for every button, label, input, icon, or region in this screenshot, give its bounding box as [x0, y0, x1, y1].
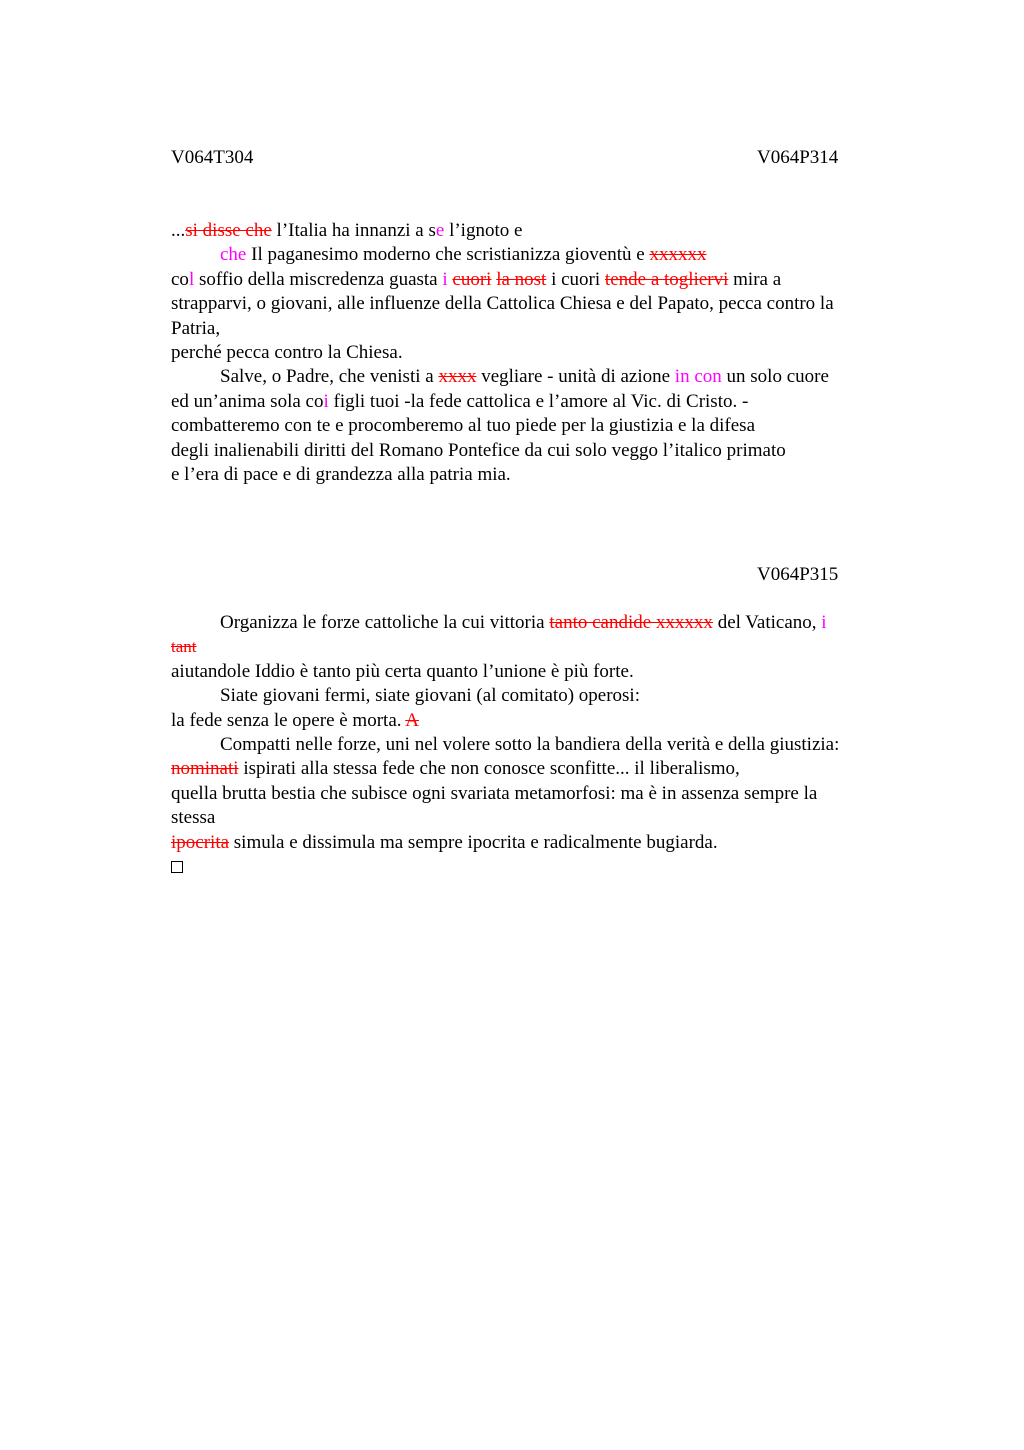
text-line — [171, 831, 901, 855]
text-run: l’Italia ha innanzi a s — [271, 220, 436, 241]
deleted-text: xxxxxx — [649, 244, 707, 266]
document-code-left: V064T304 — [171, 147, 254, 168]
text-run: simula e dissimula ma sempre ipocrita e radicalmente bugiarda. — [229, 831, 718, 853]
deleted-text: tanto candide xxxxxx — [549, 612, 713, 633]
text-block-page-315 — [171, 611, 901, 880]
text-run: vegliare - unità di azione — [476, 366, 675, 388]
text-run: mira a — [728, 268, 782, 290]
text-run: ispirati alla stessa fede che non conosce sconfitte... il liberalismo, — [238, 758, 740, 780]
text-run: Salve, o Padre, che venisti a — [220, 366, 439, 388]
inserted-text: i — [442, 268, 448, 290]
text-line — [171, 635, 901, 659]
deleted-text: tant — [171, 637, 197, 657]
text-line — [171, 611, 901, 635]
text-line — [171, 365, 901, 389]
page-code-top: V064P314 — [757, 147, 839, 168]
text-line — [171, 757, 901, 781]
text-line — [171, 243, 901, 267]
text-line — [171, 219, 901, 243]
text-run: i cuori — [546, 268, 605, 290]
text-run: ... — [171, 220, 186, 241]
deleted-text: la nost — [496, 268, 547, 290]
inserted-text: l — [188, 268, 195, 290]
text-line — [171, 268, 901, 292]
inserted-text: i — [323, 390, 329, 412]
text-run: co — [171, 268, 189, 290]
text-line: strapparvi, o giovani, alle influenze della Cattolica Chiesa e del Papato, pecca contro la — [171, 293, 834, 315]
text-line: Compatti nelle forze, uni nel volere sotto la bandiera della verità e della giustizia: — [220, 734, 840, 756]
page-code-bottom: V064P315 — [757, 564, 839, 585]
text-run: Il paganesimo moderno che scristianizza gioventù e — [246, 244, 650, 266]
inserted-text: con — [694, 366, 722, 388]
text-run: la fede senza le opere è morta. — [171, 709, 406, 731]
text-line: quella brutta bestia che subisce ogni svariata metamorfosi: ma è in assenza sempre la — [171, 782, 818, 804]
deleted-text: xxxx — [438, 366, 477, 388]
inserted-text: i — [821, 612, 827, 633]
text-run: un solo cuore — [721, 366, 829, 388]
deleted-text: A — [405, 709, 419, 731]
text-run: ed un’anima sola co — [171, 390, 324, 412]
deleted-text: ipocrita — [171, 831, 230, 853]
text-line — [171, 855, 901, 880]
text-line: aiutandole Iddio è tanto più certa quanto l’unione è più forte. — [171, 660, 634, 682]
text-line: e l’era di pace e di grandezza alla patria mia. — [171, 464, 511, 486]
text-line — [171, 390, 901, 414]
square-outline-icon — [171, 861, 183, 873]
deleted-text: cuori — [452, 268, 492, 290]
text-run: figli tuoi -la fede cattolica e l’amore al Vic. di Cristo. - — [328, 390, 749, 412]
text-block-page-314 — [171, 219, 901, 487]
inserted-text: che — [220, 244, 247, 266]
text-line: stessa — [171, 807, 216, 829]
text-line: combatteremo con te e procomberemo al tuo piede per la giustizia e la difesa — [171, 415, 756, 437]
inserted-text: e — [435, 220, 445, 241]
text-run: del Vaticano, — [712, 612, 822, 633]
text-run: soffio della miscredenza guasta — [194, 268, 443, 290]
deleted-text: tende a togliervi — [604, 268, 729, 290]
text-run: Organizza le forze cattoliche la cui vittoria — [220, 612, 550, 633]
text-line: Siate giovani fermi, siate giovani (al comitato) operosi: — [220, 685, 640, 707]
text-line: perché pecca contro la Chiesa. — [171, 342, 403, 364]
deleted-text: si disse che — [185, 220, 272, 241]
deleted-text: nominati — [171, 758, 239, 780]
text-line — [171, 709, 901, 733]
inserted-text: in — [674, 366, 690, 388]
text-run: l’ignoto e — [444, 220, 523, 241]
text-line: Patria, — [171, 317, 221, 339]
text-line: degli inalienabili diritti del Romano Pontefice da cui solo veggo l’italico primato — [171, 439, 786, 461]
